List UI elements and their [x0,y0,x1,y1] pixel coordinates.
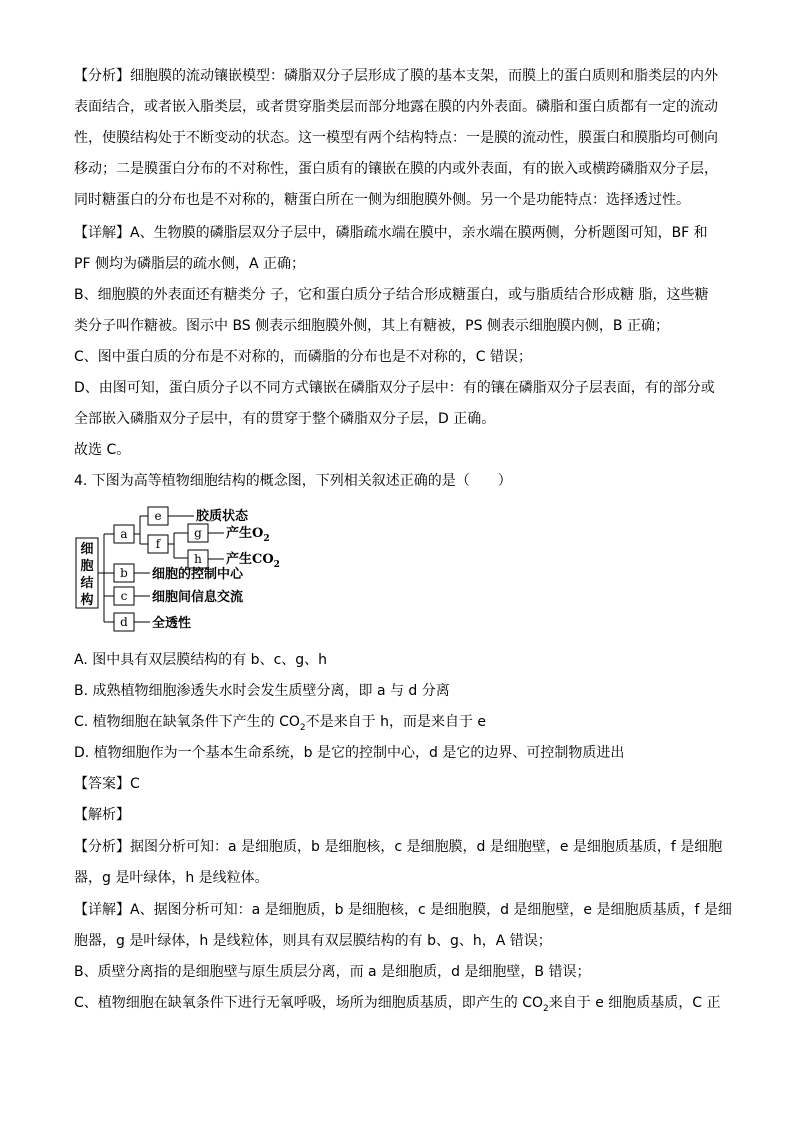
box-b-label: b [120,566,128,580]
box-a-label: a [120,527,128,541]
explanation-detail-4 [74,993,721,1019]
root-char-2: 胞 [80,559,94,574]
detail-line-1: 【详解】A、生物膜的磷脂层双分子层中，磷脂疏水端在膜中，亲水端在膜两侧，分析题图可知，BF 和 [74,225,708,241]
explanation-detail-4-subscript: 2 [543,1003,549,1014]
option-c-subscript: 2 [299,722,306,733]
explanation-analysis-2: 器，g 是叶绿体，h 是线粒体。 [74,870,269,886]
detail-line-3: B、细胞膜的外表面还有糖类分 子，它和蛋白质分子结合形成糖蛋白，或与脂质结合形成糖 脂，这些糖 [74,287,709,303]
explanation-heading: 【解析】 [74,807,130,823]
option-c [74,712,486,738]
root-char-3: 结 [80,576,94,591]
detail-line-2: PF 侧均为磷脂层的疏水侧，A 正确； [74,256,305,272]
explanation-analysis-1: 【分析】据图分析可知：a 是细胞质，b 是细胞核，c 是细胞膜，d 是细胞壁，e 是细胞质基质，f 是细胞 [74,839,723,855]
option-c-rest: 不是来自于 h，而是来自于 e [305,714,487,730]
analysis-line-3: 性，使膜结构处于不断变动的状态。这一模型有两个结构特点：一是膜的流动性，膜蛋白和膜脂均可侧向 [74,130,718,146]
analysis-line-1: 【分析】细胞膜的流动镶嵌模型：磷脂双分子层形成了膜的基本支架，而膜上的蛋白质则和脂类层的内外 [74,68,718,84]
h-desc-sub: 2 [273,560,280,570]
root-char-1: 细 [80,542,94,557]
conclusion-line: 故选 C。 [74,442,131,458]
e-description: 胶质状态 [196,509,249,524]
g-description [226,525,270,544]
explanation-detail-1: 【详解】A、据图分析可知：a 是细胞质，b 是细胞核，c 是细胞膜，d 是细胞壁，e 是细胞质基质，f 是细 [74,902,732,918]
box-g-label: g [194,526,202,540]
question-4-stem: 4. 下图为高等植物细胞结构的概念图，下列相关叙述正确的是（ ） [74,473,512,489]
detail-line-7: 全部嵌入磷脂双分子层中，有的贯穿于整个磷脂双分子层，D 正确。 [74,411,496,427]
detail-line-6: D、由图可知，蛋白质分子以不同方式镶嵌在磷脂双分子层中：有的镶在磷脂双分子层表面，有的部分或 [74,380,715,396]
option-c-main: C. 植物细胞在缺氧条件下产生的 CO [74,714,300,730]
g-desc-sub: 2 [263,534,270,544]
detail-line-5: C、图中蛋白质的分布是不对称的，而磷脂的分布也是不对称的，C 错误； [74,349,532,365]
option-b: B. 成熟植物细胞渗透失水时会发生质壁分离，即 a 与 d 分离 [74,683,450,699]
explanation-detail-2: 胞器，g 是叶绿体，h 是线粒体，则具有双层膜结构的有 b、g、h，A 错误； [74,933,552,949]
box-h-label: h [194,552,202,566]
analysis-line-4: 移动；二是膜蛋白分布的不对称性，蛋白质有的镶嵌在膜的内或外表面，有的嵌入或横跨磷脂双分子层， [74,161,718,177]
explanation-detail-4-rest: 来自于 e 细胞质基质，C 正 [548,995,721,1011]
option-d: D. 植物细胞作为一个基本生命系统，b 是它的控制中心，d 是它的边界、可控制物质进出 [74,745,625,761]
b-description: 细胞的控制中心 [152,567,244,582]
analysis-line-2: 表面结合，或者嵌入脂类层，或者贯穿脂类层而部分地露在膜的内外表面。磷脂和蛋白质都有一定的流动 [74,99,718,115]
cell-structure-concept-diagram [74,504,304,636]
d-description: 全透性 [152,616,192,631]
box-f-label: f [155,537,161,551]
c-description: 细胞间信息交流 [152,590,244,605]
box-c-label: c [120,589,128,603]
option-a: A. 图中具有双层膜结构的有 b、c、g、h [74,652,328,668]
explanation-detail-3: B、质壁分离指的是细胞壁与原生质层分离，而 a 是细胞质，d 是细胞壁，B 错误； [74,964,591,980]
explanation-detail-4-main: C、植物细胞在缺氧条件下进行无氧呼吸，场所为细胞质基质，即产生的 CO [74,995,544,1011]
g-desc-main: 产生O [226,526,264,541]
h-desc-main: 产生CO [226,552,274,567]
analysis-line-5: 同时糖蛋白的分布也是不对称的，糖蛋白所在一侧为细胞膜外侧。另一个是功能特点：选择透过性。 [74,192,690,208]
box-e-label: e [154,509,162,523]
root-char-4: 构 [80,593,94,608]
detail-line-4: 类分子叫作糖被。图示中 BS 侧表示细胞膜外侧，其上有糖被，PS 侧表示细胞膜内侧，B 正确； [74,318,669,334]
answer-line: 【答案】C [74,776,140,792]
box-d-label: d [120,615,128,629]
